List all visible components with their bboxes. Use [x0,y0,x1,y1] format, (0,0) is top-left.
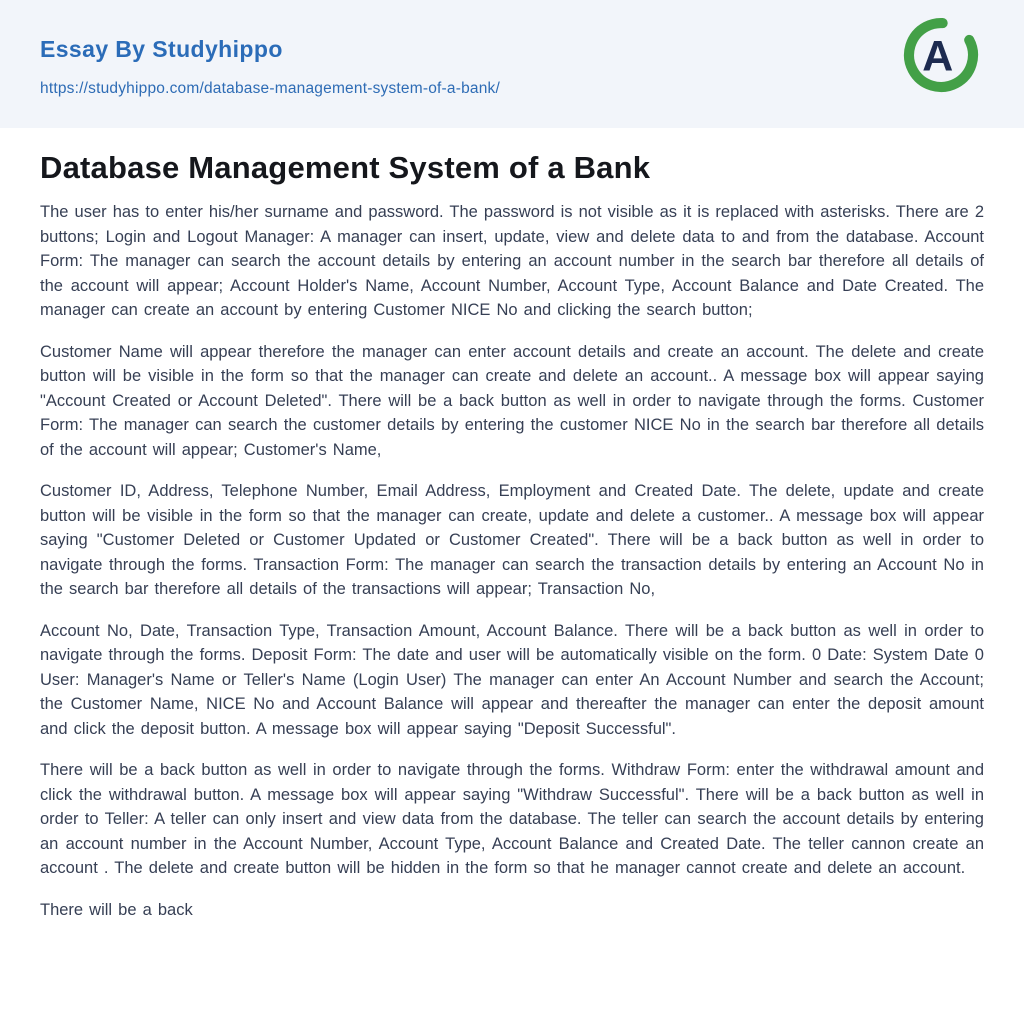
site-brand-title: Essay By Studyhippo [40,36,283,62]
page-title: Database Management System of a Bank [40,150,651,185]
logo-letter: A [922,32,954,81]
article-paragraph: Customer Name will appear therefore the manager can enter account details and create an account. The delete and create button will be visible in the form so that the manager can create and delete an account.. A message box will appear saying "Account Created or Account Deleted". There will be a back button as well in order to navigate through the forms. Customer Form: The manager can search the customer details by entering the customer NICE No in the search bar therefore all details of the account will appear; Customer's Name, [40,342,984,459]
article-paragraph: Customer ID, Address, Telephone Number, Email Address, Employment and Created Date. The delete, update and create button will be visible in the form so that the manager can create, update and delete a customer.. A message box will appear saying "Customer Deleted or Customer Updated or Customer Created". There will be a back button as well in order to navigate through the forms. Transaction Form: The manager can search the transaction details by entering an Account No in the search bar therefore all details of the transactions will appear; Transaction No, [40,482,984,598]
studyhippo-logo-icon [902,16,980,94]
source-url-link[interactable]: https://studyhippo.com/database-management-system-of-a-bank/ [40,79,501,97]
site-header [0,0,1024,128]
article-paragraph: There will be a back [40,900,193,919]
article-paragraph: Account No, Date, Transaction Type, Transaction Amount, Account Balance. There will be a back button as well in order to navigate through the forms. Deposit Form: The date and user will be automatically visible on the form. 0 Date: System Date 0 User: Manager's Name or Teller's Name (Login User) The manager can enter An Account Number and search the Account; the Customer Name, NICE No and Account Balance will appear and thereafter the manager can enter the deposit amount and click the deposit button. A message box will appear saying "Deposit Successful". [40,621,984,738]
article-body [0,128,1024,962]
article-paragraph: There will be a back button as well in order to navigate through the forms. Withdraw Form: enter the withdrawal amount and click the withdrawal button. A message box will appear saying "Withdraw Successful". There will be a back button as well in order to Teller: A teller can only insert and view data from the database. The teller can search the account details by entering an account number in the Account Number, Account Type, Account Balance and Created Date. The teller cannon create an account . The delete and create button will be hidden in the form so that he manager cannot create and delete an account. [40,761,984,877]
article-paragraph: The user has to enter his/her surname and password. The password is not visible as it is replaced with asterisks. There are 2 buttons; Login and Logout Manager: A manager can insert, update, view and delete data to and from the database. Account Form: The manager can search the account details by entering an account number in the search bar therefore all details of the account will appear; Account Holder's Name, Account Number, Account Type, Account Balance and Date Created. The manager can create an account by entering Customer NICE No and clicking the search button; [40,203,984,319]
